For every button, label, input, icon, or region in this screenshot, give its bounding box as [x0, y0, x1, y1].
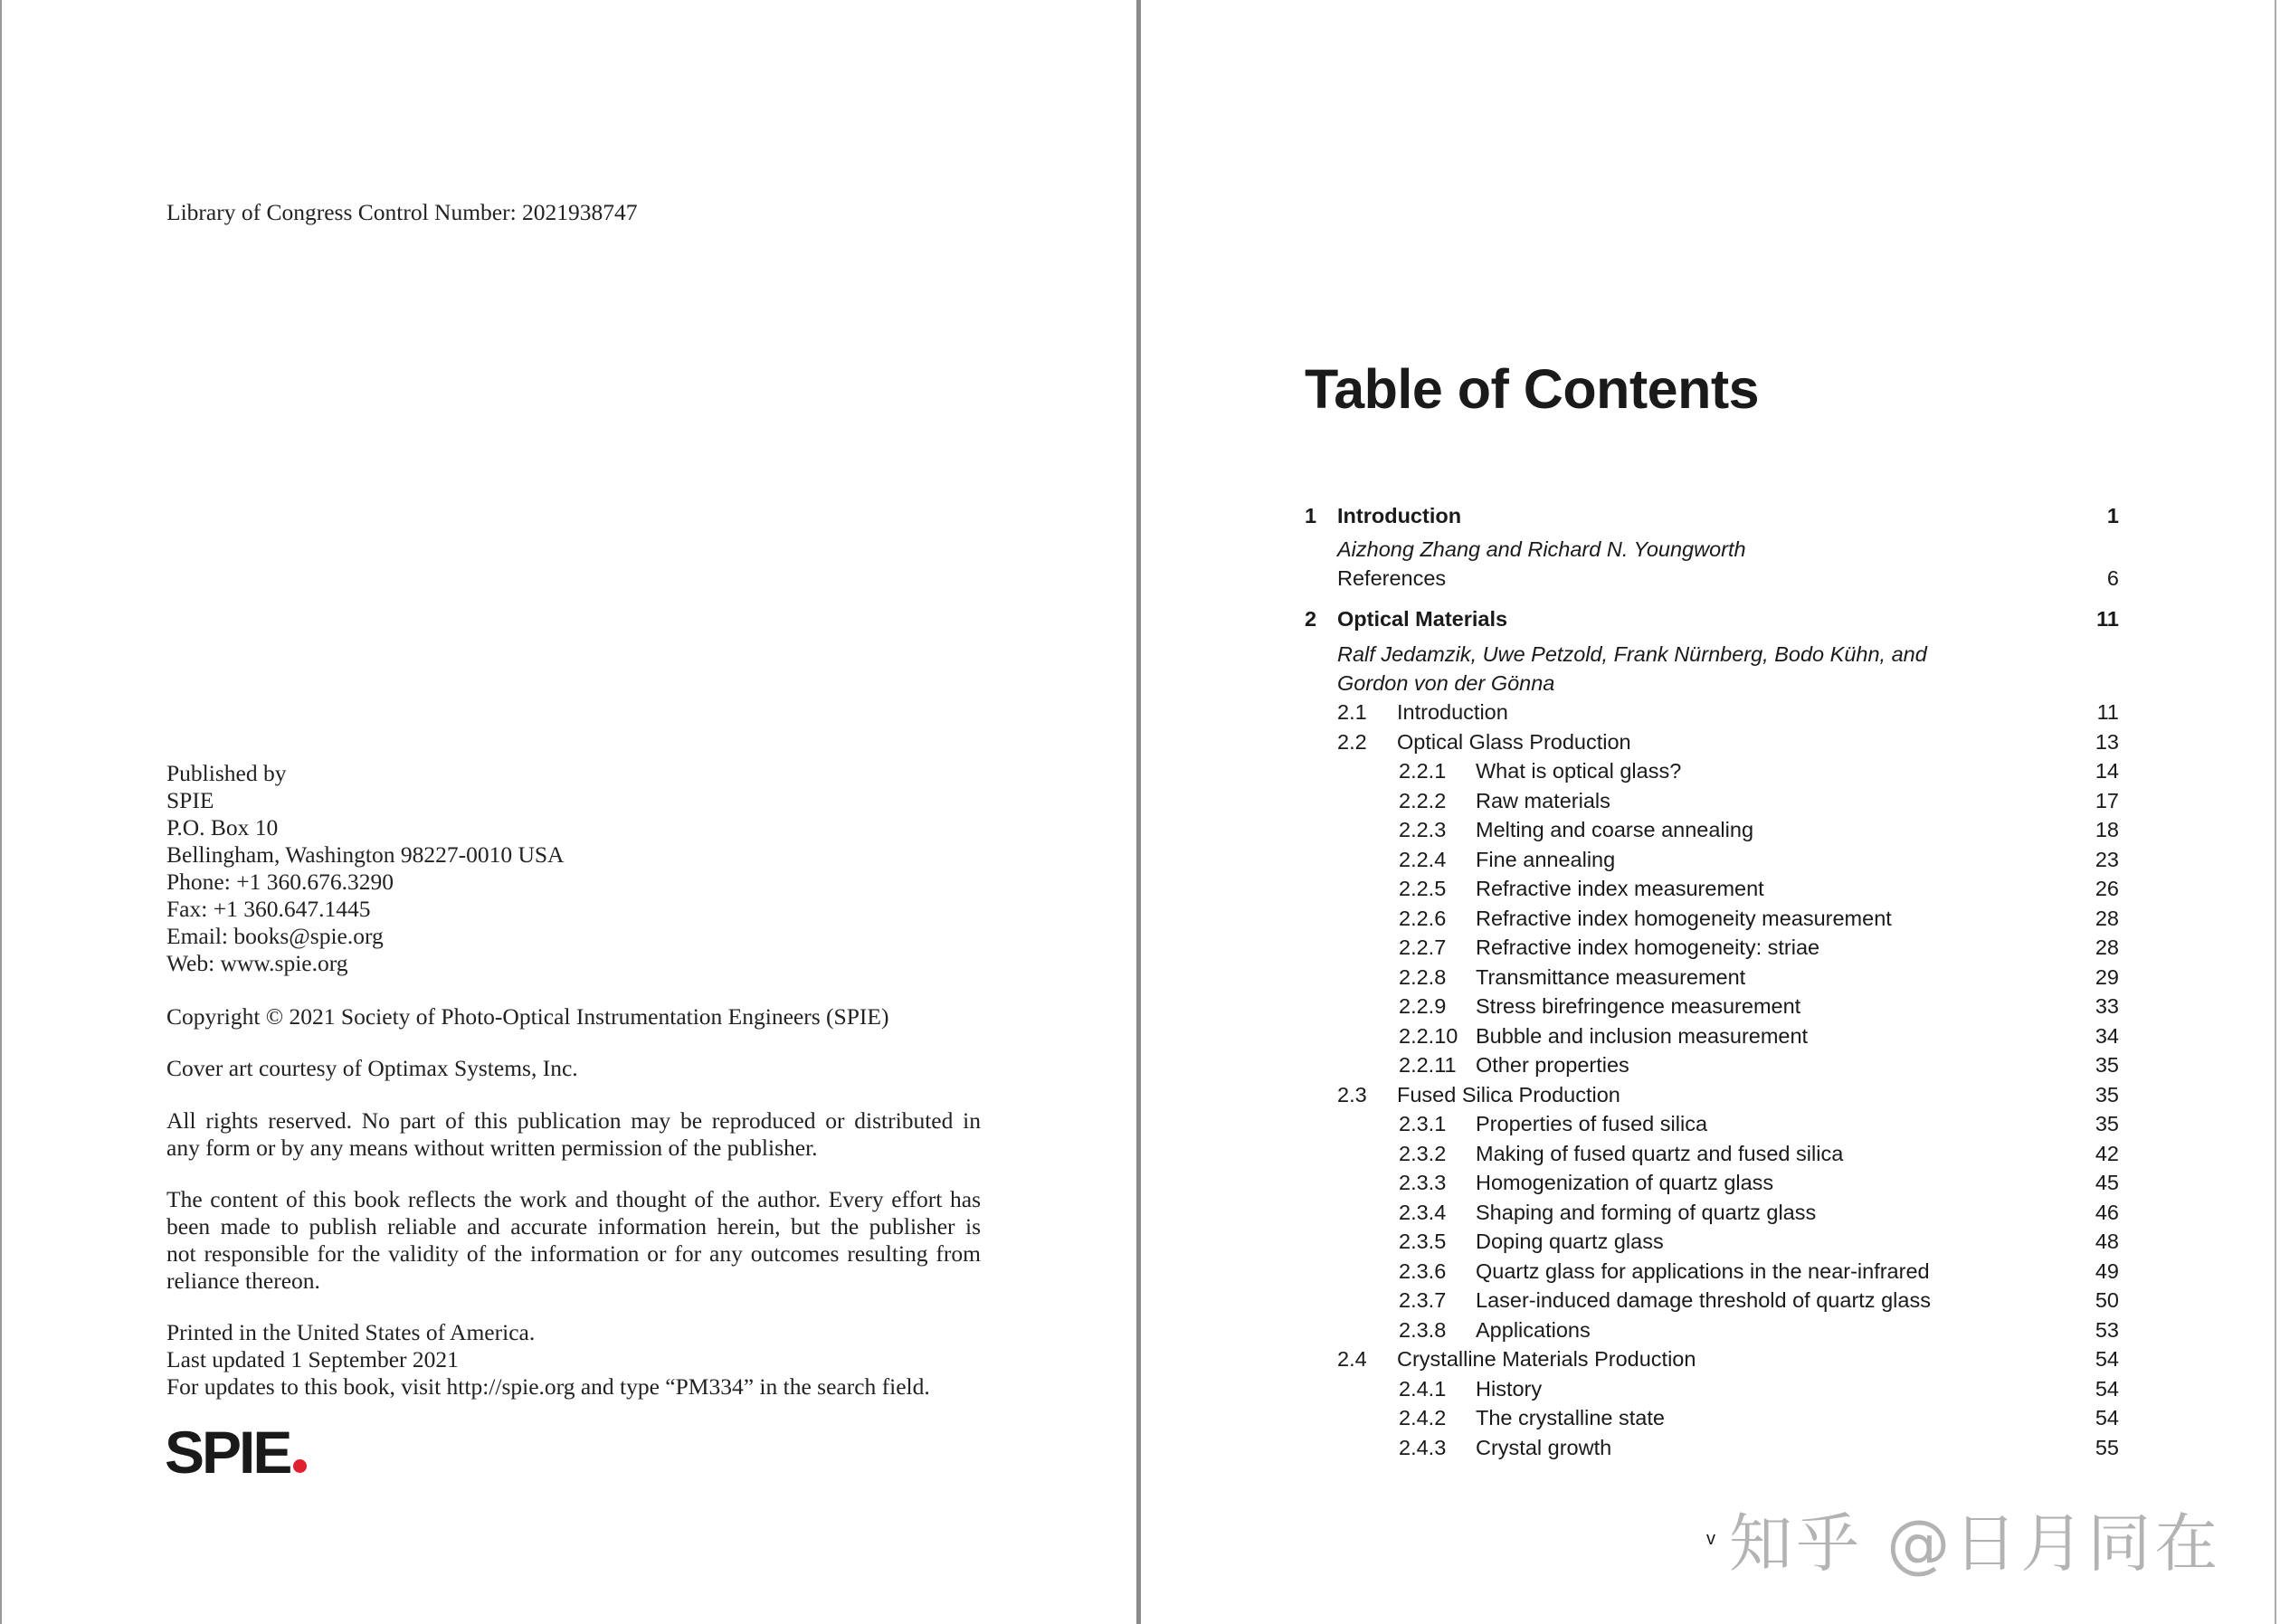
- lccn-text: Library of Congress Control Number: 2021938747: [166, 199, 638, 225]
- toc-entry-number: 2.4.1: [1399, 1376, 1447, 1401]
- toc-entry-title: The crystalline state: [1476, 1406, 1665, 1429]
- printing-line: Printed in the United States of America.: [166, 1319, 536, 1345]
- toc-entry-page: 54: [2095, 1347, 2119, 1371]
- toc-entry-number: 2.3.6: [1399, 1258, 1447, 1283]
- toc-entry-number: 2.3.5: [1399, 1230, 1447, 1253]
- toc-entry-number: 2.2.6: [1399, 906, 1447, 930]
- toc-entry-page: 42: [2095, 1141, 2119, 1165]
- toc-entry-title: Making of fused quartz and fused silica: [1476, 1141, 1844, 1165]
- toc-entry-page: 6: [2106, 566, 2119, 590]
- toc-entry-page: 48: [2095, 1230, 2119, 1253]
- toc-entry-number: 2.4: [1337, 1347, 1367, 1371]
- disclaimer-line: The content of this book reflects the work and thought of the author. Every effort has: [166, 1186, 981, 1212]
- toc-entry-number: 2.3.7: [1399, 1288, 1447, 1312]
- toc-entry-page: 17: [2095, 788, 2119, 812]
- toc-entry-number: 2.2.3: [1399, 818, 1447, 841]
- toc-entry-page: 11: [2096, 607, 2119, 631]
- toc-entry-title: Stress birefringence measurement: [1476, 994, 1801, 1018]
- toc-entry-title: Optical Materials: [1337, 607, 1508, 631]
- toc-entry-title: Crystalline Materials Production: [1397, 1347, 1696, 1371]
- toc-entry-page: 55: [2095, 1435, 2119, 1459]
- toc-entry-title: History: [1476, 1376, 1543, 1401]
- publisher-line: Email: books@spie.org: [166, 923, 384, 949]
- toc-entry-number: 2.3.3: [1399, 1171, 1447, 1194]
- toc-entry-title: Laser-induced damage threshold of quartz glass: [1476, 1288, 1931, 1312]
- toc-entry-title: Optical Glass Production: [1397, 729, 1631, 754]
- toc-entry-page: 35: [2095, 1053, 2119, 1077]
- toc-entry-title: Melting and coarse annealing: [1476, 818, 1754, 841]
- publisher-line: Web: www.spie.org: [166, 950, 348, 976]
- toc-entry-page: 28: [2095, 906, 2119, 930]
- toc-entry-page: 50: [2095, 1288, 2119, 1312]
- toc-entry-page: 1: [2106, 504, 2119, 527]
- toc-entry-title: Fused Silica Production: [1397, 1082, 1620, 1106]
- toc-entry-number: 2.2.2: [1399, 788, 1447, 812]
- toc-entry-title: Homogenization of quartz glass: [1476, 1171, 1774, 1194]
- cover-art-credit: [166, 1055, 981, 1082]
- toc-entry-page: 14: [2095, 759, 2119, 783]
- toc-entry-title: Fine annealing: [1476, 847, 1616, 871]
- rights-line: any form or by any means without written permission of the publisher.: [166, 1135, 818, 1161]
- copyright-line: Copyright © 2021 Society of Photo-Optical Instrumentation Engineers (SPIE): [166, 1003, 889, 1030]
- spie-logo: [165, 1419, 307, 1486]
- toc-entry-number: 2.3.8: [1399, 1317, 1447, 1342]
- toc-entry-title: Quartz glass for applications in the near-infrared: [1476, 1258, 1930, 1283]
- toc-entry-number: 2.2.8: [1399, 964, 1447, 989]
- publisher-line: Fax: +1 360.647.1445: [166, 896, 371, 922]
- copyright-page: [0, 0, 1136, 1624]
- toc-entry-page: 28: [2095, 935, 2119, 959]
- toc-entry-authors: Aizhong Zhang and Richard N. Youngworth: [1337, 537, 1746, 561]
- toc-entry-number: 2.2.9: [1399, 994, 1447, 1018]
- toc-entry-title: Refractive index homogeneity measurement: [1476, 906, 1892, 930]
- toc-entry-page: 35: [2095, 1112, 2119, 1135]
- disclaimer-line: reliance thereon.: [166, 1268, 320, 1294]
- toc-entry-page: 35: [2095, 1082, 2119, 1106]
- publisher-line: Published by: [166, 760, 287, 786]
- toc-entry-number: 2.4.2: [1399, 1406, 1447, 1429]
- toc-entry-page: 26: [2095, 877, 2119, 900]
- toc-entry-page: 54: [2095, 1406, 2119, 1429]
- toc-entry-title: Shaping and forming of quartz glass: [1476, 1200, 1817, 1224]
- cover-art-line: Cover art courtesy of Optimax Systems, Inc.: [166, 1055, 578, 1081]
- toc-entry-number: 2.3.4: [1399, 1200, 1447, 1224]
- toc-entry-number: 2.4.3: [1399, 1435, 1447, 1459]
- disclaimer-line: been made to publish reliable and accurate information herein, but the publisher is: [166, 1213, 981, 1239]
- toc-page: [1141, 0, 2276, 1624]
- toc-entry-page: 11: [2096, 700, 2119, 724]
- disclaimer-paragraph: [166, 1186, 981, 1295]
- toc-entry-title: Properties of fused silica: [1476, 1112, 1708, 1135]
- toc-entry-number: 2.1: [1337, 700, 1367, 724]
- toc-entry-page: 46: [2095, 1200, 2119, 1224]
- toc-entry-title: Introduction: [1337, 504, 1462, 527]
- toc-entry-number: 2.3.1: [1399, 1112, 1447, 1135]
- toc-entry-number: 2.2.10: [1399, 1023, 1458, 1048]
- logo-dot: [293, 1459, 307, 1473]
- toc-entry-page: 53: [2095, 1317, 2119, 1342]
- toc-entry-title: What is optical glass?: [1476, 759, 1682, 783]
- toc-entry-page: 23: [2095, 847, 2119, 871]
- toc-entry-page: 29: [2095, 964, 2119, 989]
- publisher-line: SPIE: [166, 787, 214, 813]
- toc-entry-title: Refractive index measurement: [1476, 877, 1764, 900]
- toc-entry-number: 2.2.11: [1399, 1053, 1457, 1077]
- rights-line: All rights reserved. No part of this publication may be reproduced or distributed in: [166, 1107, 981, 1134]
- toc-entry-title: References: [1337, 566, 1447, 590]
- toc-entry-page: 45: [2095, 1171, 2119, 1194]
- toc-entry-title: Transmittance measurement: [1476, 964, 1746, 989]
- toc-entry-number: 2.2: [1337, 729, 1367, 754]
- toc-entry-page: 34: [2095, 1023, 2119, 1048]
- printing-line: For updates to this book, visit http://spie.org and type “PM334” in the search field.: [166, 1373, 930, 1400]
- toc-entry-number: 2.2.1: [1399, 759, 1447, 783]
- publisher-line: Phone: +1 360.676.3290: [166, 869, 394, 895]
- toc-entry-page: 33: [2095, 994, 2119, 1018]
- page-title: Table of Contents: [1305, 358, 1760, 420]
- page-number: v: [1706, 1529, 1715, 1549]
- toc-entry-page: 54: [2095, 1376, 2119, 1401]
- toc-entry-authors: Ralf Jedamzik, Uwe Petzold, Frank Nürnberg, Bodo Kühn, and: [1337, 642, 1927, 666]
- copyright-notice: [166, 1003, 981, 1030]
- toc-entry-number: 2.2.5: [1399, 877, 1447, 900]
- toc-entry-title: Bubble and inclusion measurement: [1476, 1023, 1809, 1048]
- watermark: 知乎 @日月同在: [1729, 1506, 2222, 1581]
- toc-entry-title: Applications: [1476, 1317, 1591, 1342]
- logo-text: SPIE: [165, 1419, 290, 1486]
- toc-entry-title: Crystal growth: [1476, 1435, 1612, 1459]
- printing-info: [166, 1319, 981, 1401]
- toc-entry-page: 49: [2095, 1258, 2119, 1283]
- publisher-line: P.O. Box 10: [166, 814, 279, 840]
- rights-paragraph: [166, 1107, 981, 1162]
- toc-entry-number: 2.2.4: [1399, 847, 1447, 871]
- toc-entry-title: Refractive index homogeneity: striae: [1476, 935, 1820, 959]
- toc-entry-number: 2.3: [1337, 1082, 1367, 1106]
- toc-entry-page: 18: [2095, 818, 2119, 841]
- toc-entry-authors: Gordon von der Gönna: [1337, 671, 1555, 695]
- disclaimer-line: not responsible for the validity of the information or for any outcomes resulting from: [166, 1240, 981, 1267]
- toc-entry-title: Introduction: [1397, 700, 1508, 724]
- toc-entry-title: Other properties: [1476, 1053, 1629, 1077]
- toc-entry-number: 2.3.2: [1399, 1141, 1447, 1165]
- toc-entry-number: 1: [1305, 504, 1317, 527]
- toc-entry-number: 2.2.7: [1399, 935, 1447, 959]
- toc-entry-title: Doping quartz glass: [1476, 1230, 1664, 1253]
- toc-entry-title: Raw materials: [1476, 788, 1610, 812]
- toc-entry-number: 2: [1305, 607, 1317, 631]
- printing-line: Last updated 1 September 2021: [166, 1346, 459, 1372]
- toc-entry-page: 13: [2095, 729, 2119, 754]
- publisher-block: [166, 760, 564, 977]
- publisher-line: Bellingham, Washington 98227-0010 USA: [166, 841, 565, 868]
